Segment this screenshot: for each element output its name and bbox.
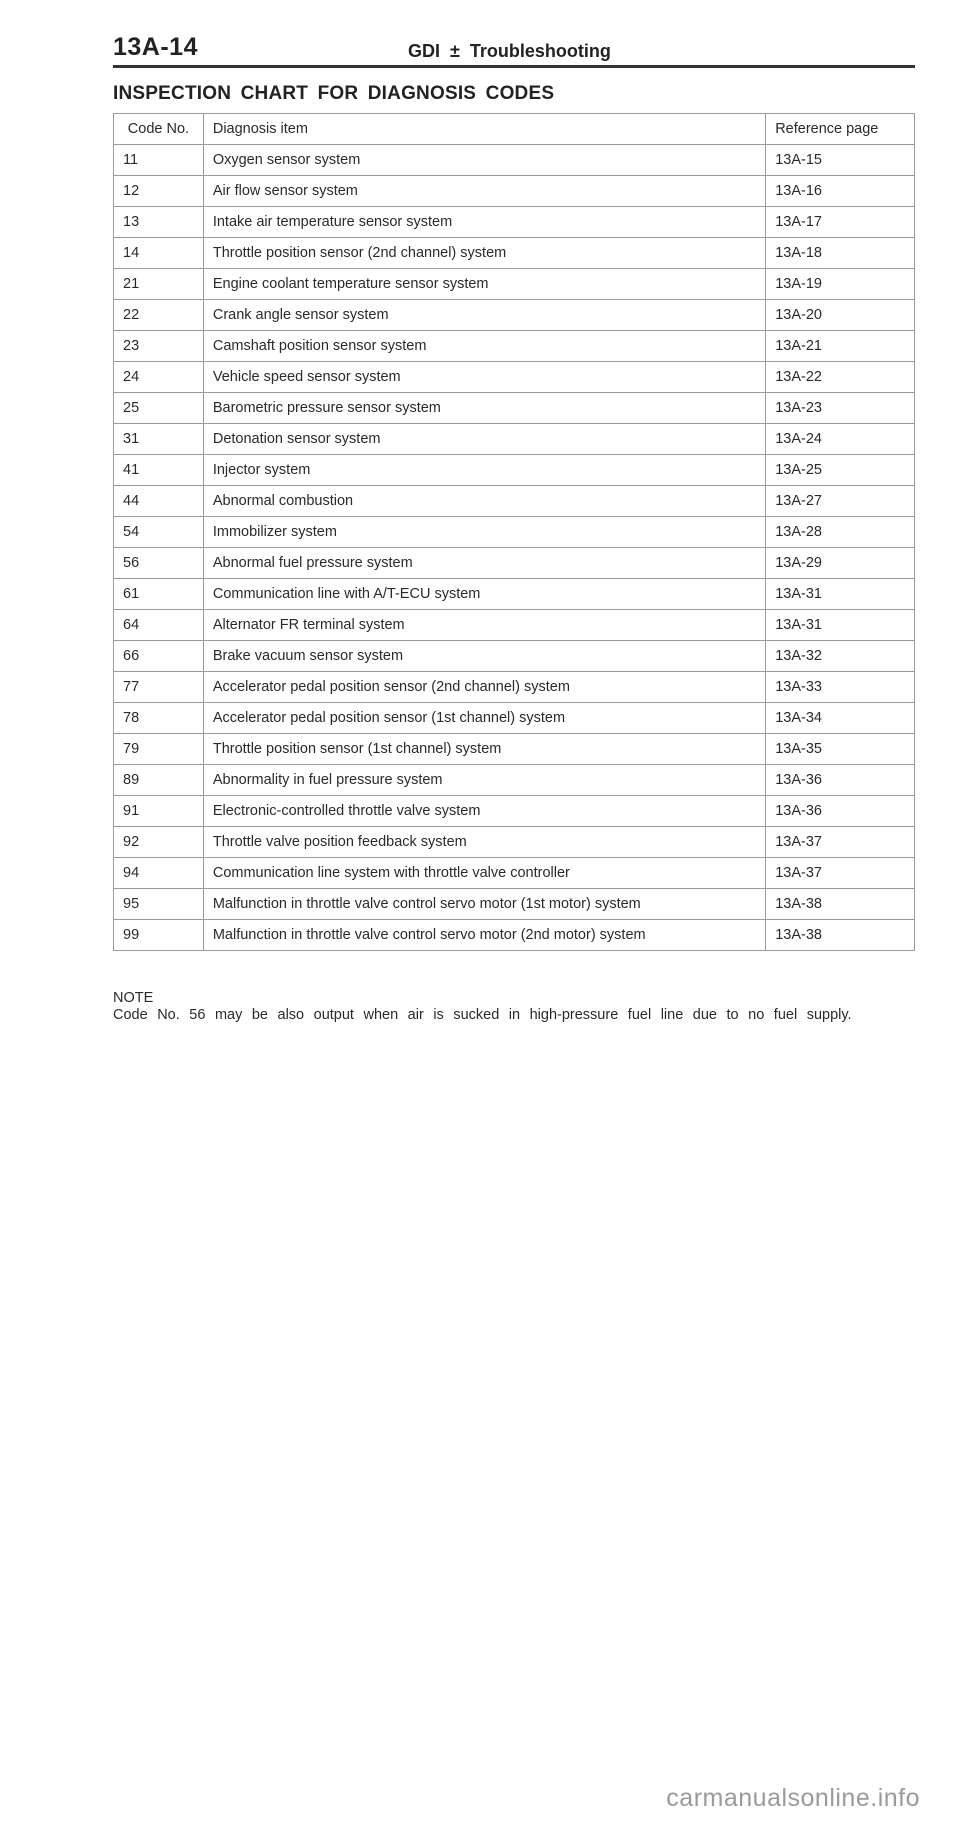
diagnosis-item-cell: Engine coolant temperature sensor system	[203, 269, 765, 300]
reference-page-cell: 13A-18	[766, 238, 915, 269]
code-cell: 79	[114, 734, 204, 765]
reference-page-cell: 13A-31	[766, 579, 915, 610]
table-row	[114, 238, 915, 269]
diagnosis-item-cell: Vehicle speed sensor system	[203, 362, 765, 393]
reference-page-cell: 13A-24	[766, 424, 915, 455]
reference-page-cell: 13A-25	[766, 455, 915, 486]
code-cell: 13	[114, 207, 204, 238]
table-row	[114, 827, 915, 858]
reference-page-cell: 13A-32	[766, 641, 915, 672]
table-row	[114, 486, 915, 517]
reference-page-cell: 13A-36	[766, 765, 915, 796]
column-header-code: Code No.	[114, 114, 204, 145]
diagnosis-item-cell: Throttle position sensor (1st channel) system	[203, 734, 765, 765]
table-row	[114, 300, 915, 331]
table-row	[114, 796, 915, 827]
reference-page-cell: 13A-15	[766, 145, 915, 176]
code-cell: 77	[114, 672, 204, 703]
code-cell: 22	[114, 300, 204, 331]
table-row	[114, 765, 915, 796]
code-cell: 64	[114, 610, 204, 641]
code-cell: 23	[114, 331, 204, 362]
code-cell: 89	[114, 765, 204, 796]
code-cell: 21	[114, 269, 204, 300]
diagnosis-code-table	[113, 113, 915, 951]
diagnosis-item-cell: Crank angle sensor system	[203, 300, 765, 331]
note-text: Code No. 56 may be also output when air is sucked in high-pressure fuel line due to no fuel supply.	[113, 1007, 852, 1023]
reference-page-cell: 13A-36	[766, 796, 915, 827]
code-cell: 78	[114, 703, 204, 734]
column-header-item: Diagnosis item	[203, 114, 765, 145]
page-header	[113, 30, 915, 68]
table-row	[114, 610, 915, 641]
table-row	[114, 331, 915, 362]
column-header-ref: Reference page	[766, 114, 915, 145]
table-row	[114, 889, 915, 920]
table-row	[114, 393, 915, 424]
code-cell: 54	[114, 517, 204, 548]
code-cell: 44	[114, 486, 204, 517]
code-cell: 41	[114, 455, 204, 486]
note-block	[113, 990, 852, 1024]
watermark: carmanualsonline.info	[666, 1784, 920, 1812]
diagnosis-item-cell: Immobilizer system	[203, 517, 765, 548]
code-cell: 12	[114, 176, 204, 207]
table-row	[114, 579, 915, 610]
note-label: NOTE	[113, 990, 154, 1006]
diagnosis-item-cell: Communication line system with throttle valve controller	[203, 858, 765, 889]
table-row	[114, 455, 915, 486]
diagnosis-item-cell: Intake air temperature sensor system	[203, 207, 765, 238]
diagnosis-item-cell: Throttle valve position feedback system	[203, 827, 765, 858]
table-row	[114, 424, 915, 455]
code-cell: 91	[114, 796, 204, 827]
section-title: GDI ± Troubleshooting	[408, 41, 611, 61]
diagnosis-item-cell: Injector system	[203, 455, 765, 486]
reference-page-cell: 13A-29	[766, 548, 915, 579]
reference-page-cell: 13A-37	[766, 827, 915, 858]
reference-page-cell: 13A-38	[766, 889, 915, 920]
diagnosis-item-cell: Abnormality in fuel pressure system	[203, 765, 765, 796]
reference-page-cell: 13A-16	[766, 176, 915, 207]
diagnosis-item-cell: Malfunction in throttle valve control servo motor (2nd motor) system	[203, 920, 765, 951]
table-row	[114, 269, 915, 300]
table-row	[114, 672, 915, 703]
code-cell: 25	[114, 393, 204, 424]
diagnosis-item-cell: Accelerator pedal position sensor (1st channel) system	[203, 703, 765, 734]
reference-page-cell: 13A-37	[766, 858, 915, 889]
reference-page-cell: 13A-19	[766, 269, 915, 300]
reference-page-cell: 13A-22	[766, 362, 915, 393]
diagnosis-item-cell: Camshaft position sensor system	[203, 331, 765, 362]
diagnosis-item-cell: Throttle position sensor (2nd channel) system	[203, 238, 765, 269]
chart-title: INSPECTION CHART FOR DIAGNOSIS CODES	[113, 83, 555, 104]
code-cell: 94	[114, 858, 204, 889]
diagnosis-item-cell: Abnormal combustion	[203, 486, 765, 517]
reference-page-cell: 13A-23	[766, 393, 915, 424]
reference-page-cell: 13A-38	[766, 920, 915, 951]
diagnosis-item-cell: Alternator FR terminal system	[203, 610, 765, 641]
code-cell: 11	[114, 145, 204, 176]
diagnosis-item-cell: Accelerator pedal position sensor (2nd channel) system	[203, 672, 765, 703]
table-row	[114, 145, 915, 176]
code-cell: 61	[114, 579, 204, 610]
table-row	[114, 362, 915, 393]
code-cell: 92	[114, 827, 204, 858]
code-cell: 56	[114, 548, 204, 579]
reference-page-cell: 13A-27	[766, 486, 915, 517]
table-body	[114, 145, 915, 951]
reference-page-cell: 13A-17	[766, 207, 915, 238]
table-row	[114, 703, 915, 734]
reference-page-cell: 13A-21	[766, 331, 915, 362]
diagnosis-item-cell: Communication line with A/T-ECU system	[203, 579, 765, 610]
code-cell: 66	[114, 641, 204, 672]
diagnosis-item-cell: Oxygen sensor system	[203, 145, 765, 176]
code-cell: 14	[114, 238, 204, 269]
code-cell: 95	[114, 889, 204, 920]
table-row	[114, 517, 915, 548]
code-cell: 99	[114, 920, 204, 951]
diagnosis-item-cell: Barometric pressure sensor system	[203, 393, 765, 424]
reference-page-cell: 13A-28	[766, 517, 915, 548]
table-row	[114, 548, 915, 579]
reference-page-cell: 13A-35	[766, 734, 915, 765]
page-number: 13A-14	[113, 33, 198, 61]
table-row	[114, 207, 915, 238]
table-row	[114, 858, 915, 889]
reference-page-cell: 13A-20	[766, 300, 915, 331]
code-cell: 31	[114, 424, 204, 455]
table-row	[114, 920, 915, 951]
code-cell: 24	[114, 362, 204, 393]
table-row	[114, 176, 915, 207]
diagnosis-item-cell: Detonation sensor system	[203, 424, 765, 455]
diagnosis-item-cell: Air flow sensor system	[203, 176, 765, 207]
diagnosis-item-cell: Electronic-controlled throttle valve system	[203, 796, 765, 827]
reference-page-cell: 13A-31	[766, 610, 915, 641]
reference-page-cell: 13A-33	[766, 672, 915, 703]
reference-page-cell: 13A-34	[766, 703, 915, 734]
diagnosis-item-cell: Abnormal fuel pressure system	[203, 548, 765, 579]
table-row	[114, 641, 915, 672]
table-row	[114, 734, 915, 765]
diagnosis-item-cell: Brake vacuum sensor system	[203, 641, 765, 672]
diagnosis-item-cell: Malfunction in throttle valve control servo motor (1st motor) system	[203, 889, 765, 920]
table-header-row	[114, 114, 915, 145]
